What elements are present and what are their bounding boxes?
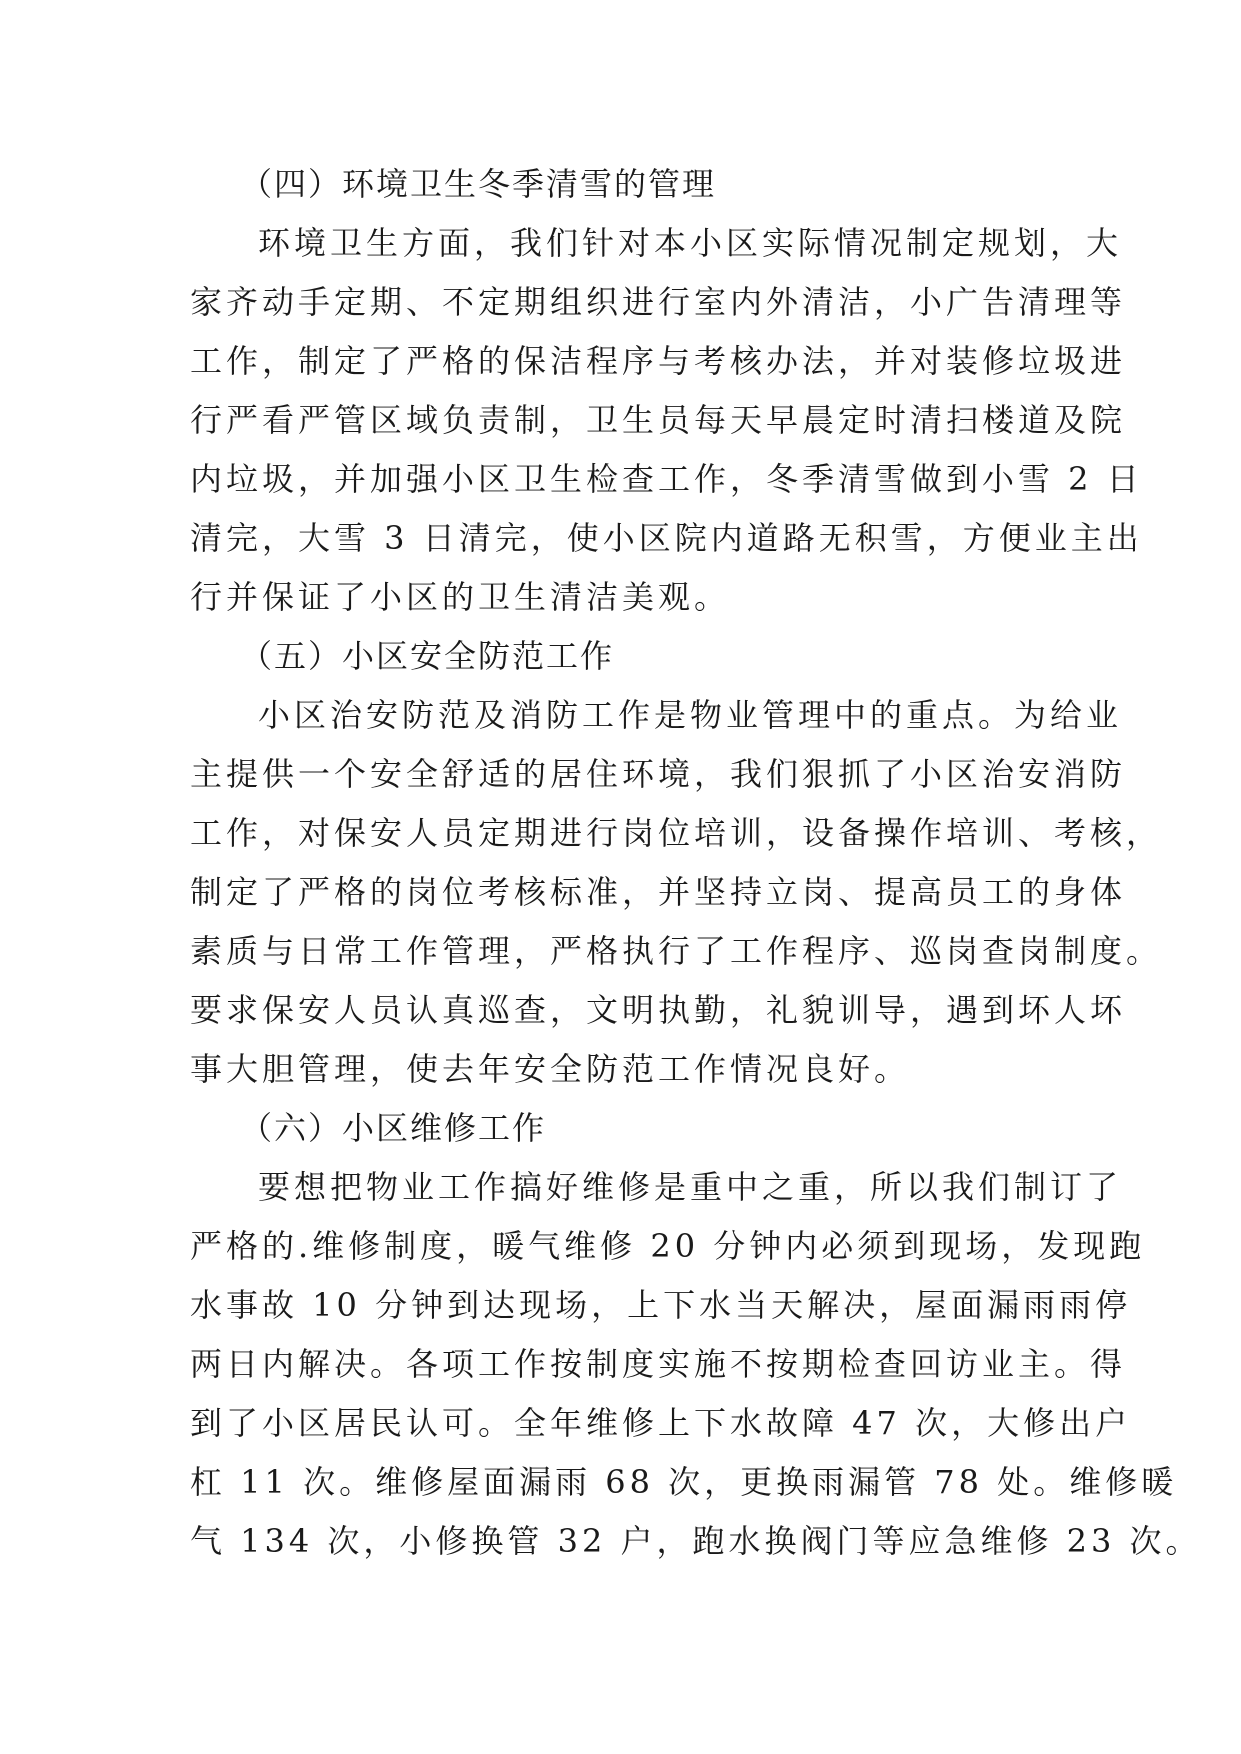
paragraph-line: 杠 11 次。维修屋面漏雨 68 次，更换雨漏管 78 处。维修暖 (190, 1463, 1178, 1501)
section-environment (190, 155, 1143, 627)
paragraph-line: 行并保证了小区的卫生清洁美观。 (190, 578, 731, 616)
paragraph-line: 素质与日常工作管理，严格执行了工作程序、巡岗查岗制度。 (190, 932, 1163, 970)
paragraph-line: 气 134 次，小修换管 32 户，跑水换阀门等应急维修 23 次。 (190, 1522, 1202, 1560)
paragraph-line: 到了小区居民认可。全年维修上下水故障 47 次，大修出户 (190, 1404, 1132, 1442)
paragraph-line: 两日内解决。各项工作按制度实施不按期检查回访业主。得 (190, 1345, 1127, 1383)
paragraph-line: 内垃圾，并加强小区卫生检查工作，冬季清雪做到小雪 2 日 (190, 460, 1143, 498)
paragraph-line: 水事故 10 分钟到达现场，上下水当天解决，屋面漏雨雨停 (190, 1286, 1132, 1324)
section-heading: （四）环境卫生冬季清雪的管理 (240, 165, 717, 203)
section-heading: （五）小区安全防范工作 (240, 637, 615, 675)
document-body (190, 155, 1202, 1571)
paragraph-line: 工作，制定了严格的保洁程序与考核办法，并对装修垃圾进 (190, 342, 1127, 380)
paragraph-line: 工作，对保安人员定期进行岗位培训，设备操作培训、考核， (190, 814, 1163, 852)
paragraph-line: 要想把物业工作搞好维修是重中之重，所以我们制订了 (258, 1168, 1123, 1206)
paragraph-line: 家齐动手定期、不定期组织进行室内外清洁，小广告清理等 (190, 283, 1127, 321)
paragraph-line: 严格的.维修制度，暖气维修 20 分钟内必须到现场，发现跑 (190, 1227, 1146, 1265)
paragraph-line: 环境卫生方面，我们针对本小区实际情况制定规划，大 (258, 224, 1123, 262)
paragraph-line: 小区治安防范及消防工作是物业管理中的重点。为给业 (258, 696, 1123, 734)
section-heading: （六）小区维修工作 (240, 1109, 547, 1147)
paragraph-line: 制定了严格的岗位考核标准，并坚持立岗、提高员工的身体 (190, 873, 1127, 911)
paragraph-line: 事大胆管理，使去年安全防范工作情况良好。 (190, 1050, 911, 1088)
paragraph-line: 清完，大雪 3 日清完，使小区院内道路无积雪，方便业主出 (190, 519, 1143, 557)
paragraph-line: 主提供一个安全舒适的居住环境，我们狠抓了小区治安消防 (190, 755, 1127, 793)
paragraph-line: 行严看严管区域负责制，卫生员每天早晨定时清扫楼道及院 (190, 401, 1127, 439)
paragraph-line: 要求保安人员认真巡查，文明执勤，礼貌训导，遇到坏人坏 (190, 991, 1127, 1029)
section-security (190, 627, 1163, 1099)
section-maintenance (190, 1099, 1202, 1571)
